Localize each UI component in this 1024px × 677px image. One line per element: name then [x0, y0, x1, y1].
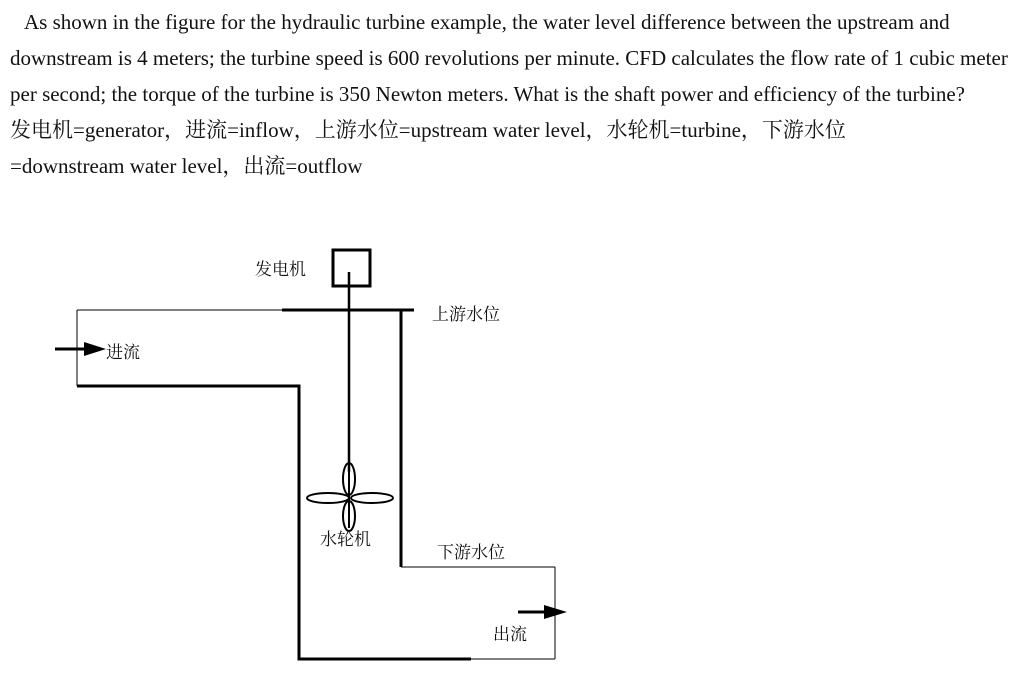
outflow-arrow-icon	[518, 605, 567, 619]
inflow-arrow-icon	[55, 342, 106, 356]
legend-line-2: =downstream water level，出流=outflow	[10, 154, 363, 178]
label-upstream-level: 上游水位	[432, 305, 500, 325]
legend-line-1: 发电机=generator，进流=inflow，上游水位=upstream water level，水轮机=turbine，下游水位	[10, 118, 846, 142]
label-inflow: 进流	[106, 343, 140, 363]
turbine-runner-icon	[307, 463, 393, 531]
channel-wall-left	[77, 386, 471, 659]
label-turbine: 水轮机	[320, 530, 371, 550]
question-text: As shown in the figure for the hydraulic turbine example, the water level difference between the upstream and downstream is 4 meters; the turbine speed is 600 revolutions per minute. CFD calculates the flow rate of 1 cubic meter per second; the torque of the turbine is 350 Newton meters. What is the shaft power and efficiency of the turbine?	[10, 10, 1008, 106]
label-outflow: 出流	[493, 625, 527, 645]
label-downstream-level: 下游水位	[437, 543, 505, 563]
label-generator: 发电机	[255, 260, 306, 280]
generator-box	[333, 250, 370, 286]
